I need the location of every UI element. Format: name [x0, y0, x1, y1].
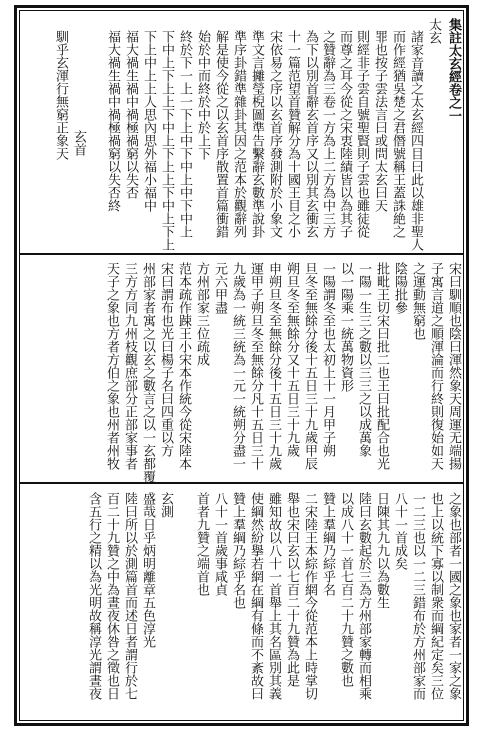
lower-column: 首者九贊之端首也	[194, 492, 209, 596]
middle-column: 朔旦冬至無餘分又十五日三十九歲	[284, 262, 299, 457]
upper-column: 為下以別首辭玄首序又以別其玄衝玄	[303, 30, 318, 238]
middle-column: 天子之象也方者方伯之象也州者州牧	[104, 262, 119, 470]
upper-column: 則經非子雲自號聖賢則子雲也雖徒從	[354, 30, 369, 238]
upper-column: 準序卦錯準雜卦其因之范本於觀辭列	[231, 30, 246, 238]
lower-column: 一二三也以一二三錯布於方州部家而	[410, 492, 425, 700]
middle-column: 運甲子朔旦冬至無餘分凡十五日三十	[248, 262, 263, 470]
lower-column: 八十一首成矣	[392, 492, 407, 570]
lower-column: 二宋陸王本綜作網今從范本上時掌切	[302, 492, 317, 700]
lower-column: 陸曰所以於測篇首而述日者謂行於七	[122, 492, 137, 700]
upper-column: 玄首	[71, 130, 86, 156]
middle-column: 三方方同九州枝觀庶部分正部家事者	[122, 262, 137, 470]
lower-column: 以成八十一首七百二十九贊之數也	[338, 492, 353, 687]
middle-column: 申朔旦冬至無餘分後十五日三十九歲	[266, 262, 281, 470]
upper-column: 而尊之耳今從之宋衷陸績皆以為其子	[337, 30, 352, 238]
middle-column: 旦冬至無餘分後十五日三十九歲甲辰	[302, 262, 317, 470]
middle-column: 元六甲盡	[212, 262, 227, 314]
upper-column: 終於下一上一下上中下中上中下中上	[177, 30, 192, 238]
upper-column: 下上中上上人思內思外福小福中	[141, 30, 156, 212]
upper-column: 福大禍生禍中禍極禍窮以失否終	[105, 30, 120, 212]
upper-column: 諸家音讀之太玄經四目曰此以雄非聖人	[408, 30, 423, 251]
lower-column: 八十一首歲事咸貞	[212, 492, 227, 596]
lower-column: 贊上羣綱乃綜乎名也	[230, 492, 245, 609]
middle-column: 陰陽批參	[392, 262, 407, 314]
lower-column: 玄測	[158, 492, 173, 518]
middle-column: 宋曰馴順也陰曰渾然象天周運无端揚	[446, 262, 461, 470]
lower-column: 陸曰玄數起於三為方州部家轉而相乘	[356, 492, 371, 700]
middle-column: 一陽謂冬至也太初上十一月甲子朔	[320, 262, 335, 457]
middle-column: 方州部家三位疏成	[194, 262, 209, 366]
upper-column: 福大禍生禍中禍極禍窮以失否	[123, 30, 138, 199]
lower-column: 日陳其九九以為數生	[374, 492, 389, 609]
upper-column: 集註太玄經卷之一	[446, 18, 461, 122]
upper-column: 之贊辭為三卷一方為上二方為中三方	[320, 30, 335, 238]
upper-column: 罪也按子雲法言曰或問太玄曰天	[372, 30, 387, 212]
middle-column: 子寓言道之順渾淪而行終則復始如天	[428, 262, 443, 470]
upper-column: 準文言攡瑩棿圖準告繫辭玄數準說卦	[249, 30, 264, 238]
middle-column: 以一陽乘一統萬物資形	[338, 262, 353, 392]
middle-column: 宋曰謂布也光曰楊子名曰四重以方	[158, 262, 173, 457]
upper-column: 宋依易之序以玄首序發測附於小象文	[267, 30, 282, 238]
upper-column: 而作經猶吳楚之君僭號稱王蓋誅絶之	[390, 30, 405, 238]
upper-column: 太玄	[426, 18, 441, 44]
upper-column: 解是使今從之以玄首序散置首篇衝錯	[213, 30, 228, 238]
upper-column: 下中上下上上下中上下上上下中上下上	[159, 30, 174, 251]
lower-column: 舉也宋曰玄以七百二十九贊為此是	[284, 492, 299, 687]
lower-column: 百二十九贊之中為晝夜休咎之徵也日	[104, 492, 119, 700]
middle-column: 范本疏作踈王小宋本作統今從宋陸本	[176, 262, 191, 470]
lower-column: 雖知故以八十一首舉上其名區別其義	[266, 492, 281, 700]
lower-column: 含五行之精以為光明故稱淳光謂晝夜	[86, 492, 101, 700]
lower-column: 使綱然紛擧若網在綱有條而不紊故曰	[248, 492, 263, 700]
lower-column: 贊上羣綱乃綜乎名	[320, 492, 335, 596]
middle-column: 一陽一生三之數以三三之以成萬象	[356, 262, 371, 457]
lower-column: 也上以統下寡以制衆而綱紀定矣三位	[428, 492, 443, 700]
middle-column: 州部家者寓之以玄之數言之以一玄都覆	[140, 262, 155, 483]
middle-column: 之運動無窮也	[410, 262, 425, 340]
lower-column: 盛哉日乎炳明離章五色淳光	[140, 492, 155, 648]
section-divider-upper	[20, 253, 463, 255]
middle-column: 九歲為一統三統為一元一統朔分盡一	[230, 262, 245, 470]
upper-column: 馴乎玄渾行無窮正象天	[53, 30, 68, 160]
upper-column: 始於中而終於中於上下	[195, 30, 210, 160]
middle-column: 批毗王切宋曰批二也王曰批配合也光	[374, 262, 389, 470]
section-divider-lower	[20, 482, 463, 484]
lower-column: 之象也部者一國之象也家者一家之象	[446, 492, 461, 700]
upper-column: 十一篇范望首贊解分為十國王目之小	[285, 30, 300, 238]
